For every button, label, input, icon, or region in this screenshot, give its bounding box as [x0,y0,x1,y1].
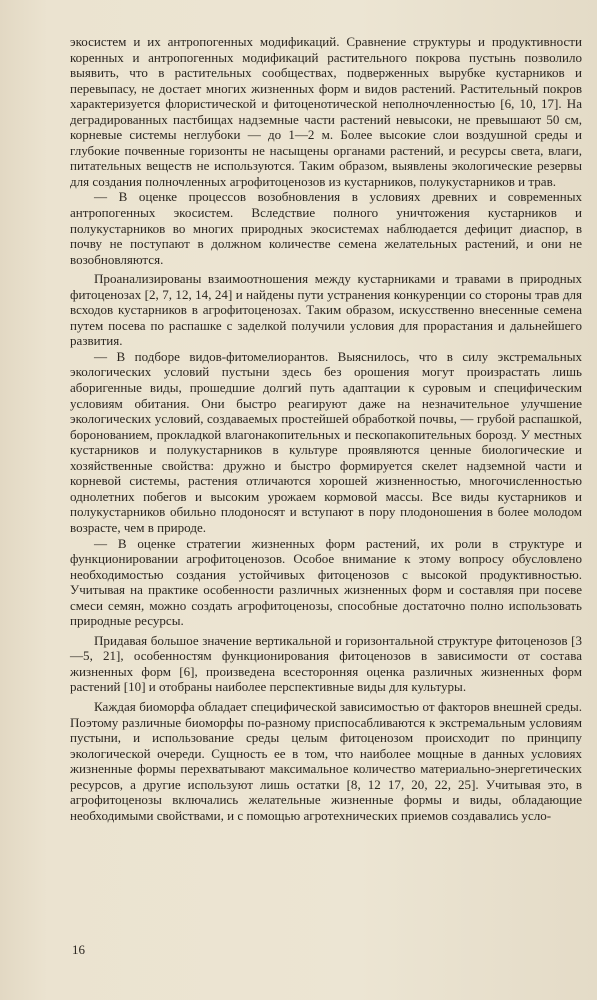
paragraph-4: — В подборе видов-фитомелиорантов. Выяснилось, что в силу экстремальных экологических условий пустыни здесь без орошения могут произрастать лишь аборигенные виды, прошедшие долгий путь адаптации к суровым и специфическим условиям обитания. Они быстро реагируют даже на незначительное улучшение экологических условий, создаваемых простейшей обработкой почвы, — грубой распашкой, боронованием, прокладкой влагонакопительных и пескопакопительных борозд. У местных кустарников и полукустарников в культуре проявляются ценные биологические и хозяйственные свойства: дружно и быстро формируется скелет надземной части и корневой системы, растения отличаются хорошей жизненностью, многочисленностью однолетних побегов и высоким урожаем кормовой массы. Все виды кустарников и полукустарников обильно плодоносят и вступают в пору плодоношения в более молодом возрасте, чем в природе. [70,348,582,535]
paragraph-6: Придавая большое значение вертикальной и горизонтальной структуре фитоценозов [3—5, 21], особенностям функционирования фитоценозов в зависимости от состава жизненных форм [6], произведена всесторонняя оценка различных жизненных форм растений [10] и отобраны наиболее перспективные виды для культуры. [70,632,582,695]
paragraph-2: — В оценке процессов возобновления в условиях древних и современных антропогенных экосистем. Вследствие полного уничтожения кустарников и полукустарников во многих природных экосистемах наблюдается дефицит диаспор, в почву не поступают в должном количестве семена желательных растений, и они не возобновляются. [70,189,582,267]
paragraph-5: — В оценке стратегии жизненных форм растений, их роли в структуре и функционировании агрофитоценозов. Особое внимание к этому вопросу обусловлено необходимостью создания устойчивых фитоценозов с высокой продуктивностью. Учитывая на практике особенности различных жизненных форм и составляя при посеве смеси семян, можно создать агрофитоценозы, способные достаточно полно использовать природные ресурсы. [70,535,582,629]
paragraph-1: экосистем и их антропогенных модификаций. Сравнение структуры и продуктивности коренных и антропогенных модификаций растительного покрова пустынь позволило выявить, что в растительных сообществах, подверженных вырубке кустарников и перевыпасу, не достает многих жизненных форм и видов растений. Растительный покров характеризуется флористической и фитоценотической неполночленностью [6, 10, 17]. На деградированных пастбищах надземные части растений невысоки, не превышают 50 см, корневые системы неглубоки — до 1—2 м. Более высокие слои воздушной среды и глубокие почвенные горизонты не насыщены органами растений, и ресурсы света, влаги, питательных веществ не используются. Таким образом, выявлены экологические резервы для создания полночленных агрофитоценозов из кустарников, полукустарников и трав. [70,34,582,189]
paragraph-3: Проанализированы взаимоотношения между кустарниками и травами в природных фитоценозах [2, 7, 12, 14, 24] и найдены пути устранения конкуренции со стороны трав для всходов кустарников в агрофитоценозах. Таким образом, искусственно внесенные семена путем посева по распашке с заделкой получили условия для прорастания и дальнейшего развития. [70,271,582,349]
body-text [70,34,582,823]
paragraph-7: Каждая биоморфа обладает специфической зависимостью от факторов внешней среды. Поэтому различные биоморфы по-разному приспосабливаются к экстремальным условиям пустыни, и использование среды целым фитоценозом происходит по принципу экологической очереди. Сущность ее в том, что наиболее мощные в данных условиях жизненные формы перехватывают максимальное количество материально-энергетических ресурсов, а другие используют лишь остатки [8, 12 17, 20, 22, 25]. Учитывая это, в агрофитоценозы включались желательные жизненные формы и виды, обладающие необходимыми свойствами, и с помощью агротехнических приемов создавались усло- [70,698,582,823]
page-number: 16 [72,942,85,957]
